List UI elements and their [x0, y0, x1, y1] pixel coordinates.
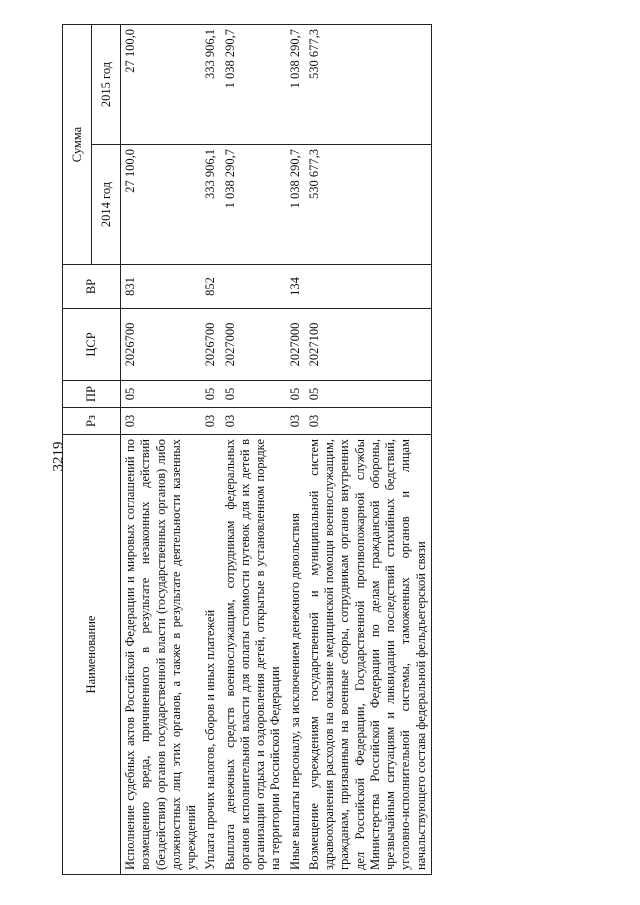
header-rz: Рз: [63, 408, 121, 435]
row-name: Выплата денежных средств военнослужащим, сотрудникам федеральных органов исполнительной власти для оплаты стоимости путевок для их детей в организации отдыха и оздоровления детей, открытые в установленном порядке на территории Российской Федерации: [221, 435, 286, 875]
row-rz: 03: [121, 408, 202, 435]
row-sum-2015: 333 906,1: [201, 25, 220, 145]
row-sum-2014: 1 038 290,7: [221, 145, 286, 265]
header-year-2014: 2014 год: [92, 145, 121, 265]
row-name: Исполнение судебных актов Российской Федерации и мировых соглашений по возмещению вреда, причиненного в результате незаконных действий (бездействия) органов государственной власти (государственных органов) либо должностных лиц этих органов, а также в результате деятельности казенных учреждений: [121, 435, 202, 875]
table-row: [121, 25, 202, 875]
row-rz: 03: [201, 408, 220, 435]
row-vr: 852: [201, 265, 220, 309]
page-number: 3219: [50, 441, 67, 472]
header-csr: ЦСР: [63, 309, 121, 381]
row-name: Иные выплаты персоналу, за исключением денежного довольствия: [286, 435, 305, 875]
row-name: Уплата прочих налогов, сборов и иных платежей: [201, 435, 220, 875]
table-row: [221, 25, 286, 875]
row-rz: 03: [305, 408, 432, 435]
row-name: Возмещение учреждениям государственной и муниципальной систем здравоохранения расходов на оказание медицинской помощи военнослужащим, гражданам, призванным на военные сборы, сотрудникам органов внутренних дел Российской Федерации, Государственной противопожарной службы Министерства Российской Федерации по делам гражданской обороны, чрезвычайным ситуациям и ликвидации последствий стихийных бедствий, уголовно-исполнительной системы, таможенных органов и лицам начальствующего состава федеральной фельдъегерской связи: [305, 435, 432, 875]
table-row: [201, 25, 220, 875]
row-vr: 134: [286, 265, 305, 309]
row-pr: 05: [305, 381, 432, 408]
row-sum-2014: 530 677,3: [305, 145, 432, 265]
row-sum-2014: 27 100,0: [121, 145, 202, 265]
row-pr: 05: [286, 381, 305, 408]
row-sum-2014: 1 038 290,7: [286, 145, 305, 265]
row-pr: 05: [121, 381, 202, 408]
header-sum: Сумма: [63, 25, 92, 265]
header-name: Наименование: [63, 435, 121, 875]
row-vr: [305, 265, 432, 309]
table-row: [305, 25, 432, 875]
row-vr: 831: [121, 265, 202, 309]
row-pr: 05: [221, 381, 286, 408]
row-sum-2015: 530 677,3: [305, 25, 432, 145]
row-rz: 03: [221, 408, 286, 435]
row-csr: 2027000: [221, 309, 286, 381]
row-csr: 2027000: [286, 309, 305, 381]
budget-table: [62, 24, 432, 875]
row-sum-2015: 1 038 290,7: [286, 25, 305, 145]
row-pr: 05: [201, 381, 220, 408]
row-sum-2015: 1 038 290,7: [221, 25, 286, 145]
row-csr: 2027100: [305, 309, 432, 381]
header-pr: ПР: [63, 381, 121, 408]
budget-table-sheet: [62, 25, 622, 875]
table-row: [286, 25, 305, 875]
row-rz: 03: [286, 408, 305, 435]
row-vr: [221, 265, 286, 309]
row-sum-2015: 27 100,0: [121, 25, 202, 145]
row-csr: 2026700: [121, 309, 202, 381]
header-vr: ВР: [63, 265, 121, 309]
row-csr: 2026700: [201, 309, 220, 381]
header-year-2015: 2015 год: [92, 25, 121, 145]
row-sum-2014: 333 906,1: [201, 145, 220, 265]
